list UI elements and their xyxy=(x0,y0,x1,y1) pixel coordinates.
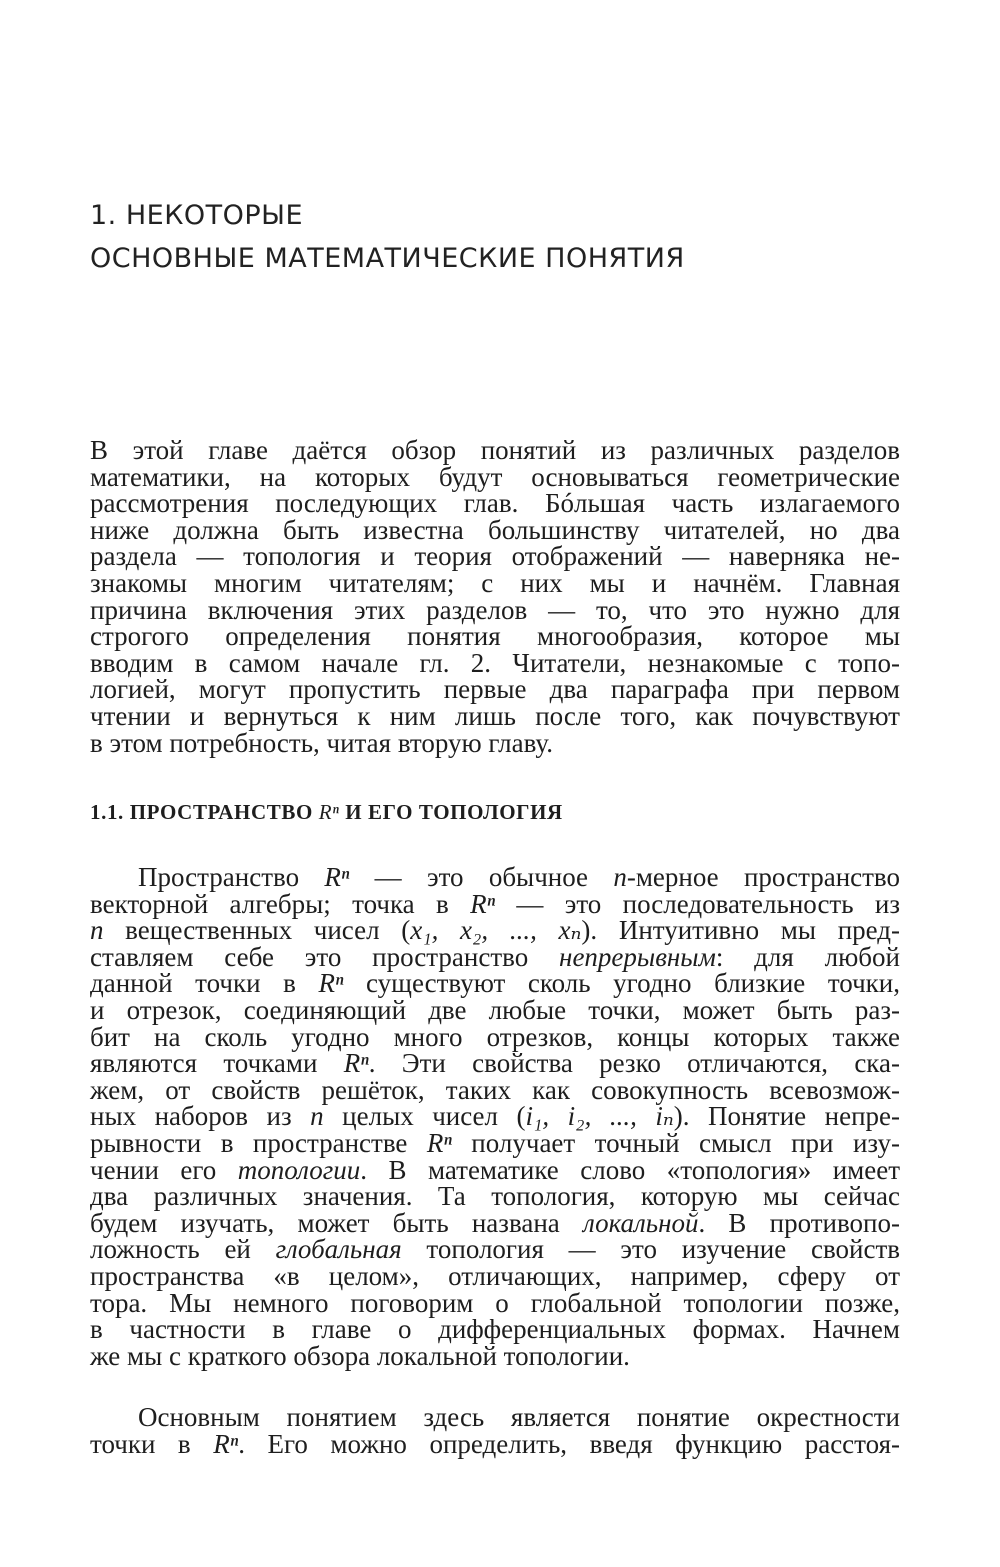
text-run: . Эти свойства резко отличаются, ска- xyxy=(368,1048,900,1079)
text-run: строгого определения понятия многообразия, которое мы xyxy=(90,621,900,652)
chapter-title-line1: 1. НЕКОТОРЫЕ xyxy=(90,200,304,231)
text-line xyxy=(90,1404,900,1431)
text-run: — это последовательность из xyxy=(495,888,900,919)
text-line xyxy=(90,1316,900,1343)
text-run: причина включения этих разделов — то, что это нужно для xyxy=(90,594,900,625)
text-run: рассмотрения последующих глав. Бóльшая часть излагаемого xyxy=(90,488,900,519)
text-run: будем изучать, может быть названа xyxy=(90,1207,583,1238)
italic-text: n xyxy=(90,915,104,946)
text-run: вещественных чисел ( xyxy=(103,915,411,946)
italic-text: непрерывным xyxy=(559,941,716,972)
text-line xyxy=(90,994,900,1025)
text-line xyxy=(90,543,900,570)
text-run: Пространство xyxy=(138,862,325,892)
text-line xyxy=(90,461,900,492)
text-run: ложность ей xyxy=(90,1234,276,1265)
text-line xyxy=(90,727,900,758)
text-run: целых чисел ( xyxy=(323,1101,526,1132)
text-run: ниже должна быть известна большинству читателей, но два xyxy=(90,514,900,545)
text-run: жем, от свойств решёток, таких как совокупность всевозмож- xyxy=(90,1074,900,1105)
text-run: математики, на которых будут основываться геометрические xyxy=(90,461,900,492)
text-run: ставляем себе это пространство xyxy=(90,941,560,972)
text-run: топология — это изучение свойств xyxy=(401,1234,900,1265)
italic-text: Rⁿ xyxy=(470,888,496,919)
text-run: данной точки в xyxy=(90,968,319,999)
text-line xyxy=(90,1154,901,1185)
italic-text: Rⁿ xyxy=(213,1428,239,1459)
italic-text: Rⁿ xyxy=(318,800,340,824)
text-line xyxy=(90,1021,900,1052)
text-line xyxy=(90,623,900,650)
text-run: тора. Мы немного поговорим о глобальной топологии позже, xyxy=(90,1287,900,1318)
text-line xyxy=(90,647,900,678)
text-line xyxy=(90,864,900,891)
text-line xyxy=(90,1103,900,1130)
text-run: точки в xyxy=(90,1428,214,1459)
chapter-title-line2: ОСНОВНЫЕ МАТЕМАТИЧЕСКИЕ ПОНЯТИЯ xyxy=(90,243,685,274)
text-run: ). Интуитивно мы пред- xyxy=(581,915,900,946)
text-run: существуют сколь угодно близкие точки, xyxy=(343,968,900,999)
text-line xyxy=(90,1127,900,1158)
text-line xyxy=(90,490,900,517)
text-run: 1.1. ПРОСТРАНСТВО xyxy=(90,800,319,824)
text-run: являются точками xyxy=(90,1048,344,1079)
text-line xyxy=(90,1074,900,1105)
text-run: рывности в пространстве xyxy=(90,1127,427,1158)
text-line xyxy=(90,676,900,703)
body-paragraph-2 xyxy=(90,1404,900,1457)
text-line xyxy=(90,1183,900,1210)
text-run: знакомы многим читателям; с них мы и начнём. Главная xyxy=(90,567,900,598)
text-run: в частности в главе о дифференциальных формах. Начнем xyxy=(90,1314,900,1345)
text-run: чтении и вернуться к ним лишь после того, как почувствуют xyxy=(90,700,900,731)
italic-text: локальной xyxy=(582,1207,699,1238)
text-line xyxy=(90,594,900,625)
text-line xyxy=(90,514,900,545)
text-line xyxy=(90,567,900,598)
text-run: и отрезок, соединяющий две любые точки, может быть раз- xyxy=(90,994,900,1025)
text-line xyxy=(90,700,900,731)
body-paragraph-1 xyxy=(90,864,900,1369)
text-line xyxy=(90,437,900,464)
text-line xyxy=(90,888,900,919)
text-run: ). Понятие непре- xyxy=(673,1101,900,1132)
text-run: И ЕГО ТОПОЛОГИЯ xyxy=(339,800,563,824)
intro-paragraph xyxy=(90,437,900,756)
text-run: : для любой xyxy=(715,941,900,972)
text-run: два различных значения. Та топология, которую мы сейчас xyxy=(90,1181,900,1212)
italic-text: топологии xyxy=(237,1154,361,1185)
text-run: бит на сколь угодно много отрезков, концы которых также xyxy=(90,1021,900,1052)
text-line xyxy=(90,1050,900,1077)
text-run: Основным понятием здесь является понятие окрестности xyxy=(138,1402,900,1432)
text-line xyxy=(90,1340,900,1371)
italic-text: i₁, i₂, ..., iₙ xyxy=(525,1101,674,1132)
italic-text: глобальная xyxy=(275,1234,402,1265)
text-line xyxy=(90,941,900,972)
text-run: же мы с краткого обзора локальной топологии. xyxy=(90,1340,630,1371)
text-line xyxy=(90,1428,900,1459)
text-run: чении его xyxy=(90,1154,238,1185)
text-run: -мерное пространство xyxy=(626,862,900,892)
italic-text: Rⁿ xyxy=(343,1048,369,1079)
text-run: . В противопо- xyxy=(698,1207,900,1238)
text-run: — это обычное xyxy=(349,862,614,892)
text-run: . Его можно определить, введя функцию расстоя- xyxy=(238,1428,900,1459)
text-run: вводим в самом начале гл. 2. Читатели, незнакомые с топо- xyxy=(90,647,900,678)
section-heading xyxy=(90,800,563,825)
text-run: пространства «в целом», отличающих, например, сферу от xyxy=(90,1260,900,1291)
text-line xyxy=(90,1287,900,1318)
italic-text: Rⁿ xyxy=(324,862,350,892)
italic-text: Rⁿ xyxy=(318,968,344,999)
text-run: ных наборов из xyxy=(90,1101,311,1132)
text-run: . В математике слово «топология» имеет xyxy=(360,1154,901,1185)
text-line xyxy=(90,970,900,997)
italic-text: x₁, x₂, ..., xₙ xyxy=(410,915,582,946)
text-run: получает точный смысл при изу- xyxy=(451,1127,900,1158)
text-line xyxy=(90,1236,900,1263)
italic-text: n xyxy=(310,1101,324,1132)
text-run: векторной алгебры; точка в xyxy=(90,888,471,919)
text-run: в этом потребность, читая вторую главу. xyxy=(90,727,553,758)
italic-text: Rⁿ xyxy=(426,1127,452,1158)
text-line xyxy=(90,917,900,944)
text-run: В этой главе даётся обзор понятий из различных разделов xyxy=(90,435,900,465)
text-line xyxy=(90,1260,900,1291)
italic-text: n xyxy=(613,862,627,892)
text-line xyxy=(90,1207,900,1238)
text-run: раздела — топология и теория отображений — наверняка не- xyxy=(90,541,900,572)
text-run: логией, могут пропустить первые два параграфа при первом xyxy=(90,674,900,705)
